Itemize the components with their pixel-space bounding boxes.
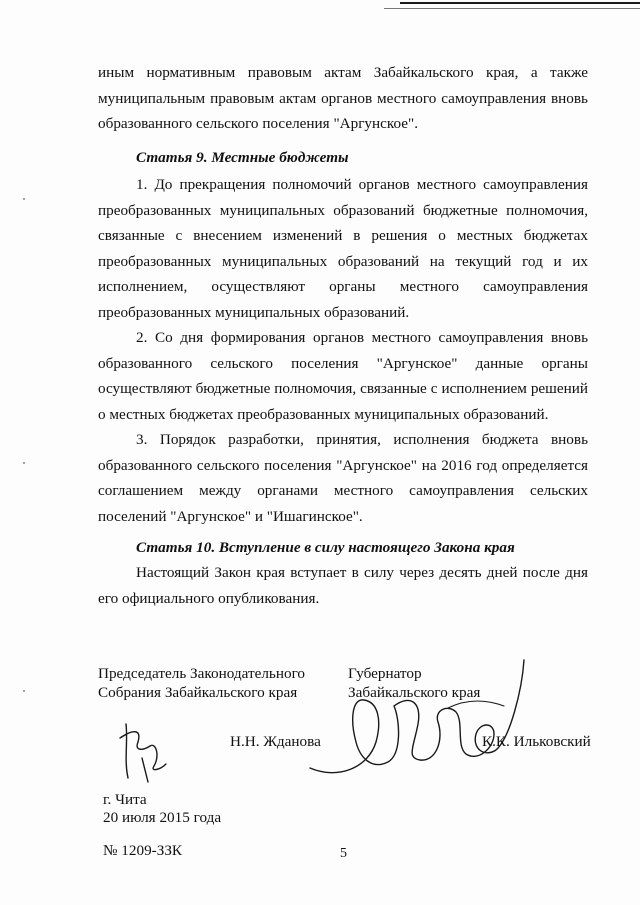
article-10-paragraph-1: Настоящий Закон края вступает в силу через десять дней после дня его официального опубликования. [98, 564, 588, 607]
article-9-paragraph-2: 2. Со дня формирования органов местного самоуправления вновь образованного сельского поселения "Аргунское" данные органы осуществляют бюджетные полномочия, связанные с исполнением решений о местных бюджетах преобразованных муниципальных образований. [98, 329, 588, 423]
header-rule [400, 2, 640, 4]
article-9-body [98, 172, 588, 529]
article-9-heading: Статья 9. Местные бюджеты [136, 149, 349, 166]
article-9-paragraph-3: 3. Порядок разработки, принятия, исполнения бюджета вновь образованного сельского поселения "Аргунское" на 2016 год определяется соглашением между органами местного самоуправления сельских поселений "Аргунское" и "Ишагинское". [98, 431, 588, 525]
chairman-title-line-2: Собрания Забайкальского края [98, 684, 298, 701]
chairman-name: Н.Н. Жданова [230, 733, 321, 750]
place-and-date [103, 791, 221, 827]
intro-paragraph: иным нормативным правовым актам Забайкальского края, а также муниципальным правовым актам органов местного самоуправления вновь образованного сельского поселения "Аргунское". [98, 64, 588, 132]
place: г. Чита [103, 791, 147, 808]
page-number: 5 [340, 846, 347, 861]
article-9-heading-block [98, 145, 588, 171]
scan-mark [23, 462, 25, 464]
article-9-paragraph-1: 1. До прекращения полномочий органов местного самоуправления преобразованных муниципальных образований бюджетные полномочия, связанные с внесением изменений в решения о местных бюджетах преобразованных муниципальных образований на текущий год и их исполнением, осуществляют органы местного самоуправления преобразованных муниципальных образований. [98, 176, 588, 321]
law-number: № 1209-ЗЗК [103, 842, 183, 859]
governor-title-line-2: Забайкальского края [348, 684, 481, 701]
chairman-title [98, 664, 305, 702]
scan-mark [23, 198, 25, 200]
intro-block [98, 60, 588, 137]
article-10-body [98, 560, 588, 611]
date: 20 июля 2015 года [103, 809, 222, 826]
article-10-heading: Статья 10. Вступление в силу настоящего Закона края [136, 539, 515, 556]
governor-name: К.К. Ильковский [482, 733, 591, 750]
chairman-title-line-1: Председатель Законодательного [98, 665, 306, 682]
chairman-signature [108, 712, 188, 784]
governor-signature [298, 650, 538, 785]
governor-title-line-1: Губернатор [348, 665, 422, 682]
scan-mark [23, 690, 25, 692]
header-rule-secondary [384, 8, 640, 9]
article-10-heading-block [98, 535, 588, 561]
